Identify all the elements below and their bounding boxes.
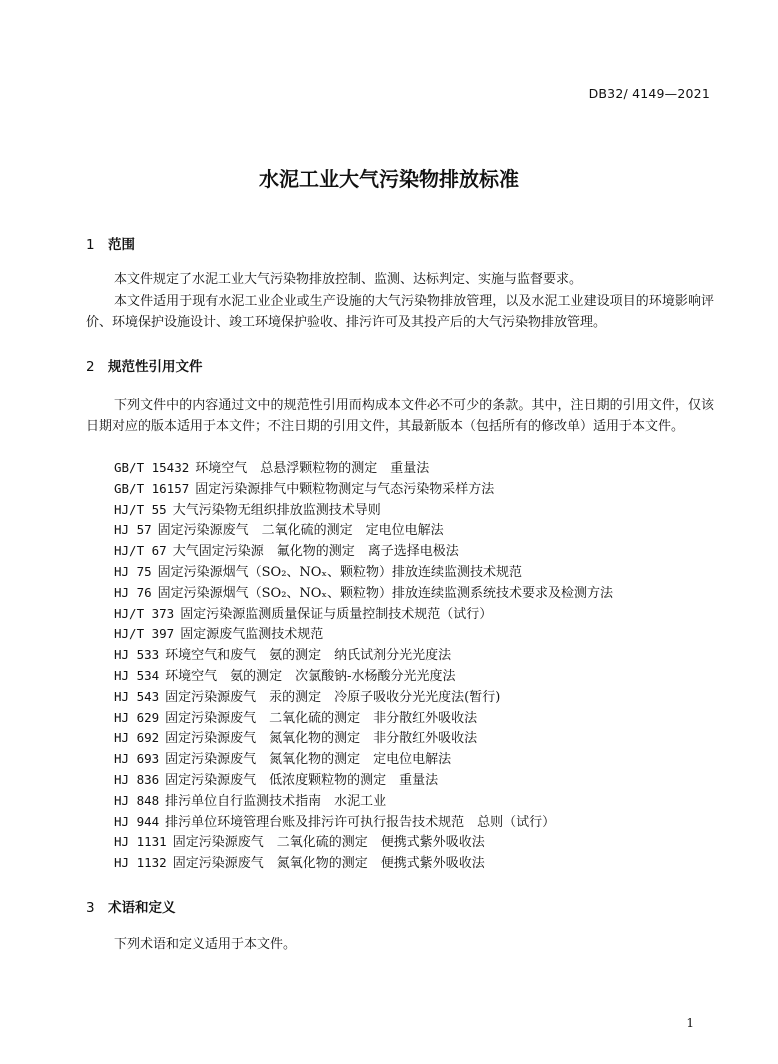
- reference-code: HJ/T 55: [114, 501, 167, 517]
- reference-code: HJ 75: [114, 563, 152, 579]
- reference-title: 固定污染源废气 氮氧化物的测定 便携式紫外吸收法: [172, 856, 485, 872]
- reference-code: HJ 848: [114, 792, 160, 808]
- reference-title: 固定污染源废气 氮氧化物的测定 非分散红外吸收法: [165, 731, 478, 747]
- section-1-paragraph-2: 本文件适用于现有水泥工业企业或生产设施的大气污染物排放管理，以及水泥工业建设项目的环境影响评价、环境保护设施设计、竣工环境保护验收、排污许可及其投产后的大气污染物排放管理。: [86, 294, 714, 330]
- reference-code: HJ 534: [114, 667, 160, 683]
- reference-item: [114, 687, 613, 708]
- reference-item: [114, 479, 613, 500]
- reference-item: [114, 520, 613, 541]
- reference-title: 固定源废气监测技术规范: [180, 627, 324, 643]
- reference-item: [114, 583, 613, 604]
- reference-code: HJ 533: [114, 647, 160, 663]
- section-title: 规范性引用文件: [108, 359, 203, 375]
- reference-code: HJ 57: [114, 522, 152, 538]
- section-2-heading: [86, 355, 203, 375]
- reference-item: [114, 562, 613, 583]
- reference-code: GB/T 15432: [114, 460, 190, 475]
- reference-title: 固定污染源废气 氮氧化物的测定 定电位电解法: [165, 752, 452, 768]
- reference-title: 环境空气 总悬浮颗粒物的测定 重量法: [195, 461, 430, 476]
- reference-item: [114, 458, 613, 479]
- reference-title: 固定污染源废气 二氧化硫的测定 便携式紫外吸收法: [172, 835, 485, 851]
- reference-title: 固定污染源废气 二氧化硫的测定 定电位电解法: [157, 523, 444, 539]
- reference-item: [114, 541, 613, 562]
- reference-title: 大气污染物无组织排放监测技术导则: [172, 502, 381, 518]
- reference-item: [114, 832, 613, 853]
- section-1-heading: [86, 233, 135, 253]
- reference-title: 排污单位环境管理台账及排污许可执行报告技术规范 总则（试行）: [165, 814, 556, 830]
- reference-code: HJ 944: [114, 813, 160, 829]
- reference-code: HJ 629: [114, 709, 160, 725]
- reference-item: [114, 728, 613, 749]
- reference-code: HJ/T 373: [114, 605, 175, 621]
- reference-item: [114, 853, 613, 874]
- reference-title: 固定污染源烟气（SO₂、NOₓ、颗粒物）排放连续监测系统技术要求及检测方法: [157, 585, 613, 601]
- reference-title: 环境空气和废气 氨的测定 纳氏试剂分光光度法: [165, 648, 452, 664]
- reference-title: 固定污染源废气 二氧化硫的测定 非分散红外吸收法: [165, 710, 478, 726]
- reference-item: [114, 666, 613, 687]
- reference-code: HJ/T 67: [114, 543, 167, 559]
- reference-code: HJ/T 397: [114, 626, 175, 642]
- reference-title: 环境空气 氨的测定 次氯酸钠-水杨酸分光光度法: [165, 668, 456, 684]
- document-title: 水泥工业大气污染物排放标准: [259, 167, 519, 191]
- reference-title: 排污单位自行监测技术指南 水泥工业: [165, 793, 387, 809]
- reference-code: HJ 692: [114, 730, 160, 746]
- reference-item: [114, 645, 613, 666]
- reference-item: [114, 500, 613, 521]
- reference-code: GB/T 16157: [114, 480, 190, 496]
- reference-item: [114, 604, 613, 625]
- section-number: 1: [86, 237, 95, 253]
- section-title: 范围: [108, 237, 135, 253]
- reference-item: [114, 791, 613, 812]
- reference-code: HJ 693: [114, 751, 160, 767]
- reference-code: HJ 543: [114, 688, 160, 704]
- reference-title: 大气固定污染源 氟化物的测定 离子选择电极法: [172, 544, 459, 560]
- section-title: 术语和定义: [108, 900, 176, 916]
- reference-title: 固定污染源监测质量保证与质量控制技术规范（试行）: [180, 606, 493, 622]
- reference-list: [114, 458, 613, 874]
- section-1-paragraph-1: 本文件规定了水泥工业大气污染物排放控制、监测、达标判定、实施与监督要求。: [114, 272, 583, 287]
- section-3-paragraph-1: 下列术语和定义适用于本文件。: [114, 937, 297, 952]
- page-number: 1: [686, 1016, 694, 1030]
- section-number: 2: [86, 359, 95, 375]
- reference-item: [114, 708, 613, 729]
- reference-code: HJ 1131: [114, 834, 167, 850]
- reference-title: 固定污染源废气 低浓度颗粒物的测定 重量法: [165, 772, 439, 788]
- section-2-paragraph-1: 下列文件中的内容通过文中的规范性引用而构成本文件必不可少的条款。其中，注日期的引用文件，仅该日期对应的版本适用于本文件；不注日期的引用文件，其最新版本（包括所有的修改单）适用于本文件。: [86, 398, 714, 434]
- reference-title: 固定污染源废气 汞的测定 冷原子吸收分光光度法(暂行): [165, 689, 501, 705]
- reference-item: [114, 749, 613, 770]
- reference-code: HJ 1132: [114, 855, 167, 871]
- reference-item: [114, 624, 613, 645]
- section-3-heading: [86, 896, 176, 916]
- reference-code: HJ 836: [114, 771, 160, 787]
- reference-title: 固定污染源排气中颗粒物测定与气态污染物采样方法: [195, 481, 495, 497]
- reference-item: [114, 770, 613, 791]
- section-number: 3: [86, 900, 95, 916]
- standard-code: DB32/ 4149—2021: [588, 86, 710, 101]
- reference-title: 固定污染源烟气（SO₂、NOₓ、颗粒物）排放连续监测技术规范: [157, 564, 522, 580]
- reference-item: [114, 812, 613, 833]
- reference-code: HJ 76: [114, 584, 152, 600]
